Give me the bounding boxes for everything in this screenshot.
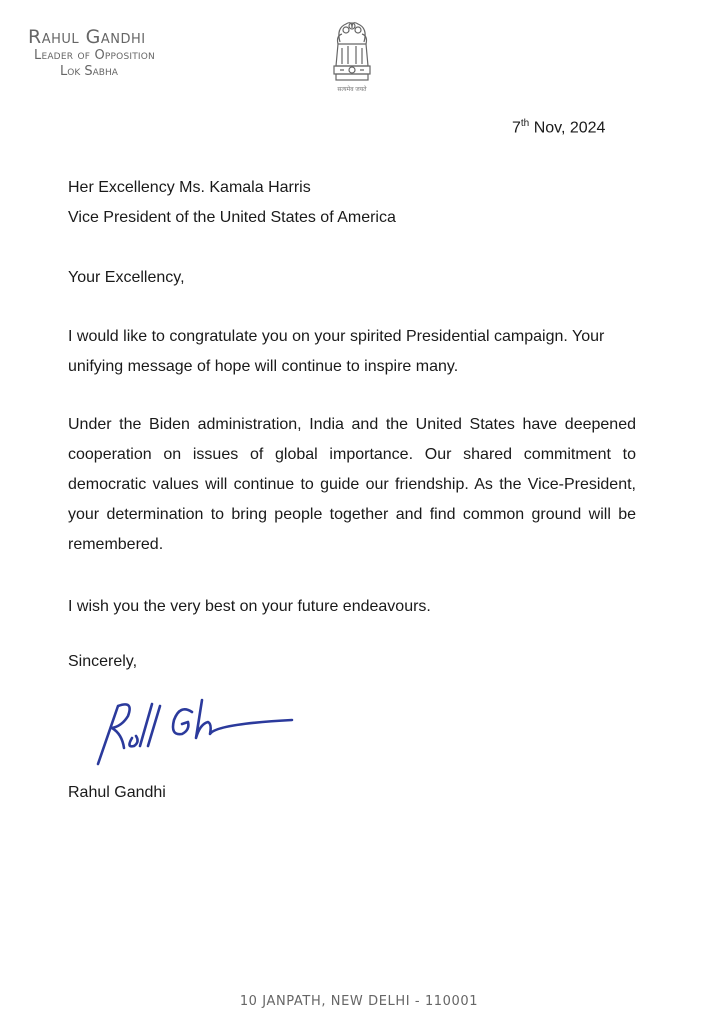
signatory-name: Rahul Gandhi	[68, 784, 166, 801]
closing: Sincerely,	[68, 653, 138, 670]
emblem-motto: सत्यमेव जयते	[337, 87, 367, 93]
paragraph-cooperation: Under the Biden administration, India and the United States have deepened cooperation on issues of global importance. Our shared commitment to democratic values will continue to guide our friendship. As the Vice-President, your determination to bring people together and find common ground will be remembered.	[68, 416, 636, 553]
date-suffix: th	[520, 118, 530, 129]
sender-name: Rahul Gandhi	[28, 26, 146, 48]
footer-address: 10 JANPATH, NEW DELHI - 110001	[239, 994, 479, 1009]
sender-title: Leader of Opposition	[34, 48, 155, 63]
date-rest: Nov, 2024	[529, 119, 606, 137]
handwritten-signature	[88, 690, 308, 770]
recipient-title: Vice President of the United States of America	[68, 209, 396, 226]
paragraph-congratulations: I would like to congratulate you on your spirited Presidential campaign. Your unifying message of hope will continue to inspire many.	[68, 328, 605, 375]
letter-date	[512, 118, 605, 137]
sender-house: Lok Sabha	[60, 64, 118, 79]
salutation: Your Excellency,	[68, 269, 185, 286]
letterhead	[28, 26, 155, 80]
recipient-name: Her Excellency Ms. Kamala Harris	[68, 179, 311, 196]
recipient-address	[68, 173, 636, 233]
paragraph-wishes: I wish you the very best on your future endeavours.	[68, 598, 431, 615]
state-emblem-icon	[322, 14, 382, 94]
date-day: 7	[512, 119, 521, 137]
